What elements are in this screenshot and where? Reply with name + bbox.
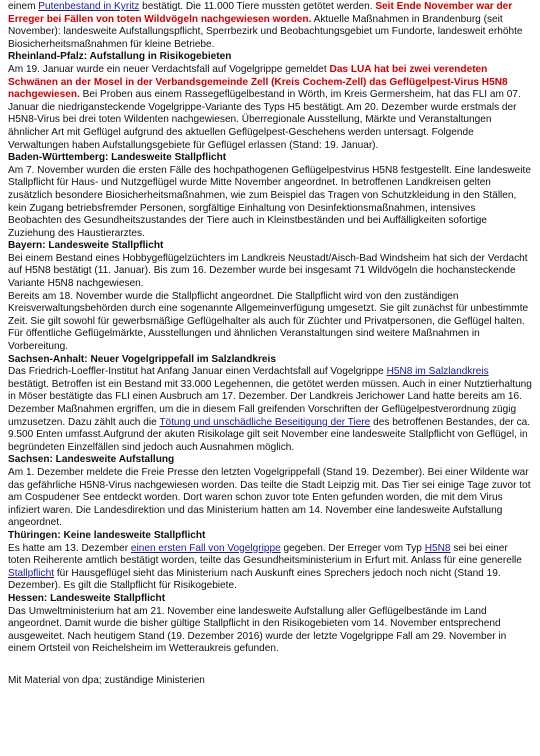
text-span: sei bei einer toten Reiherente amtlich bestätigt worden, teilte das Gesundheitsministerium in Erfurt mit. Anlass für eine generelle (8, 542, 522, 567)
inline-link[interactable]: H5N8 (424, 542, 451, 554)
text-span: Rheinland-Pfalz: Aufstallung in Risikogebieten (8, 51, 232, 63)
paragraph (8, 165, 532, 241)
source-note: Mit Material von dpa; zuständige Ministerien (8, 674, 205, 686)
text-span: Baden-Württemberg: Landesweite Stallpflicht (8, 152, 227, 164)
section-heading (8, 530, 532, 543)
text-span: Aktuelle Maßnahmen in Brandenburg (seit November): landesweite Aufstallungspflicht, Sperrbezirk und Beobachtungsgebiet um Fundorte, landesweit erhöhte Biosicherheitsmaßnahmen für kleine Betriebe. (8, 13, 523, 50)
text-span: Thüringen: Keine landesweite Stallpflicht (8, 529, 206, 541)
highlighted-text: Das LUA hat bei zwei verendeten Schwänen an der Mosel in der Verbandsgemeinde Zell (Kreis Cochem-Zell) das Geflügelpest-Virus H5N8 nachgewiesen. (8, 63, 508, 101)
text-span: bestätigt. Betroffen ist ein Bestand mit 33.000 Legehennen, die getötet werden müssen. Auch in einer Nutztierhaltung in Möser bestätigte das FLI einen Ausbruch am 17. Dezember. Der Landkreis Jerichower Land hatte bereits am 16. Dezember Maßnahmen ergriffen, um die in diesem Fall greifenden Vorschriften der Geflügelpestverordnung zügig umzusetzen. Dazu zählt auch die (8, 378, 532, 428)
text-span: Sachsen-Anhalt: Neuer Vogelgrippefall im Salzlandkreis (8, 353, 276, 365)
text-span: Bereits am 18. November wurde die Stallpflicht angeordnet. Die Stallpflicht wird von den zuständigen Kreisverwaltungsbehörden durch eine sogenannte Allgemeinverfügung umgesetzt. Sie gilt zunächst für unbestimmte Zeit. Sie gilt sowohl für gewerbsmäßige Geflügelhalter als auch für Züchter und Privatpersonen, die Geflügel halten. Für öffentliche Geflügelmärkte, Ausstellungen und ähnlichen Veranstaltungen sind weitere Maßnahmen in Vorbereitung. (8, 290, 529, 353)
paragraph (8, 1, 532, 51)
section-heading (8, 354, 532, 367)
paragraph (8, 543, 532, 593)
inline-link[interactable]: Tötung und unschädliche Beseitigung der Tiere (159, 416, 371, 428)
paragraph (8, 606, 532, 656)
text-span: bestätigt. Die 11.000 Tiere mussten getötet werden. (139, 1, 376, 12)
section-heading (8, 593, 532, 606)
text-span: Am 1. Dezember meldete die Freie Presse den letzten Vogelgrippefall (Stand 19. Dezember). Bei einer Wildente war das gefährliche H5N8-Virus nachgewiesen worden. Das teilte die Stadt Leipzig mit. Das Tier sei einige Tage zuvor tot am Cospudener See entdeckt worden. Dort waren schon zuvor tote Enten gefunden worden, die mit dem Virus infiziert waren. Die Landesdirektion und das Ministerium hatten am 14. November eine landesweite Aufstallung angeordnet. (8, 466, 531, 529)
text-span: Bayern: Landesweite Stallpflicht (8, 240, 164, 252)
paragraph (8, 253, 532, 291)
text-span: Bei einem Bestand eines Hobbygeflügelzüchters im Landkreis Neustadt/Aisch-Bad Windsheim hat sich der Verdacht auf H5N8 bestätigt (11. Januar). Bis zum 16. Dezember wurde bei insgesamt 71 Wildvögeln die hochansteckende Variante H5N8 nachgewiesen. (8, 252, 528, 290)
text-span: des betroffenen Bestandes, der ca. 9.500 Enten umfasst.Aufgrund der akuten Risikolage gilt seit November eine landesweite Stallpflicht von Geflügel, in begründeten Einzelfällen sind jedoch auch Ausnahmen möglich. (8, 416, 531, 453)
text-span: Es hatte am 13. Dezember (8, 542, 131, 554)
paragraph (8, 64, 532, 152)
text-span: gegeben. Der Erreger vom Typ (280, 542, 425, 554)
text-span: Das Umweltministerium hat am 21. November eine landesweite Aufstallung aller Geflügelbestände im Land angeordnet. Damit wurde die bisher gültige Stallpflicht in den Risikogebieten vom 14. November entsprechend ausgeweitet. Nach heutigem Stand (19. Dezember 2016) wurde der letzte Vogelgrippe Fall am 29. November in einem Ortsteil von Reichelsheim im Wetteraukreis gefunden. (8, 605, 507, 655)
inline-link[interactable]: H5N8 im Salzlandkreis (386, 366, 489, 378)
text-span: Am 19. Januar wurde ein neuer Verdachtsfall auf Vogelgrippe gemeldet (8, 63, 330, 75)
inline-link[interactable]: Putenbestand in Kyritz (38, 1, 140, 12)
text-span: Am 7. November wurden die ersten Fälle des hochpathogenen Geflügelpestvirus H5N8 festgestellt. Eine landesweite Stallpflicht für Haus- und Nutzgeflügel wurde Mitte November angeordnet. In betroffenen Landkreisen gelten zusätzlich besondere Biosicherheitsmaßnahmen, wie zum Beispiel das Tragen von Schutzkleidung in den Ställen, kein Zugang betriebsfremder Personen, sorgfältige Einhaltung von Desinfektionsmaßnahmen, intensives Beobachten des Gesundheitszustandes der Tiere auch in Kleinstbeständen und bei Auffälligkeiten sofortige Zuziehung des Haustierarztes. (8, 164, 531, 239)
section-heading (8, 152, 532, 165)
text-span: Bei Proben aus einem Rassegeflügelbestand in Wörth, im Kreis Germersheim, hat das FLI am 07. Januar die niedrigansteckende Vogelgrippe-Variante des Typs H5 bestätigt. Am 20. Dezember wurde erstmals der H5N8-Virus bei drei toten Wildenten nachgewiesen. Überregionale Ausstellung, Märkte und Veranstaltungen ähnlicher Art mit Geflügel aufgrund des aktuellen Geflügelpest-Geschehens werden untersagt. Folgende Verwaltungen haben Aufstallungsgebiete für Geflügel erlassen (Stand: 19. Januar). (8, 89, 521, 151)
inline-link[interactable]: Stallpflicht (8, 567, 55, 579)
text-span: Das Friedrich-Loeffler-Institut hat Anfang Januar einen Verdachtsfall auf Vogelgrippe (8, 366, 387, 378)
text-span: für Hausgeflügel sieht das Ministerium nach Auskunft eines Sprechers jedoch noch nicht (Stand 19. Dezember). Es gilt die Stallpflicht für Risikogebiete. (8, 567, 501, 592)
article-body (8, 1, 532, 687)
text-span: Sachsen: Landesweite Aufstallung (8, 454, 175, 466)
paragraph (8, 467, 532, 530)
section-heading (8, 240, 532, 253)
text-span: Hessen: Landesweite Stallpflicht (8, 592, 166, 604)
section-heading (8, 51, 532, 64)
section-heading (8, 454, 532, 467)
paragraph (8, 291, 532, 354)
highlighted-text: Seit Ende November war der Erreger bei Fällen von toten Wildvögeln nachgewiesen worden. (8, 1, 513, 25)
text-span: einem (8, 1, 39, 12)
paragraph (8, 366, 532, 454)
article-content (8, 1, 532, 656)
inline-link[interactable]: einen ersten Fall von Vogelgrippe (130, 542, 281, 554)
